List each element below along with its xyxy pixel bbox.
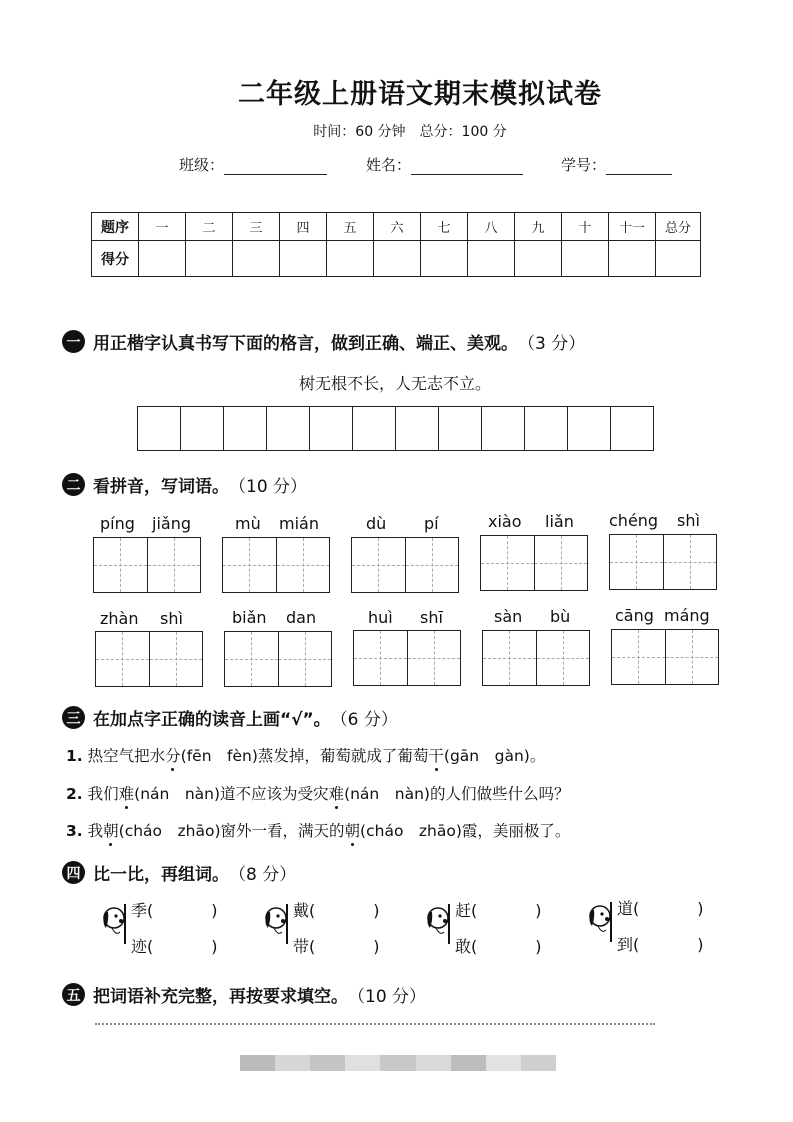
row-label-question: 题序 [92,213,139,241]
student-id-field [561,154,672,175]
col-header: 十 [562,213,609,241]
score-cell[interactable] [374,241,421,277]
score-cell[interactable] [139,241,186,277]
tian-grid[interactable] [222,537,330,593]
pinyin-options[interactable]: (cháo zhāo)窗外一看，满天的 [118,822,345,840]
col-header: 一 [139,213,186,241]
writing-box[interactable] [224,407,267,450]
pinyin-options[interactable]: (fēn fèn)蒸发掉，葡萄就成了葡萄 [180,747,429,765]
writing-box[interactable] [181,407,224,450]
question-text: 我们 [87,785,119,803]
char-prompt: 戴( [293,901,316,920]
section-points: （6 分） [330,710,398,730]
score-cell[interactable] [280,241,327,277]
tian-grid[interactable] [480,535,588,591]
tian-grid[interactable] [353,630,461,686]
class-blank[interactable] [224,158,327,175]
writing-box[interactable] [396,407,439,450]
name-field [366,154,523,175]
col-header: 八 [468,213,515,241]
maxim-text: 树无根不长，人无志不立。 [298,374,491,393]
writing-box[interactable] [310,407,353,450]
pinyin-options[interactable]: (gān gàn)。 [443,747,546,765]
class-label: 班级： [179,156,225,174]
dotted-char: 难 [118,785,135,803]
col-header: 七 [421,213,468,241]
section-5-heading [62,982,426,1007]
char-prompt: 敢( [455,937,478,956]
score-cell[interactable] [562,241,609,277]
score-cell[interactable] [609,241,656,277]
tian-grid[interactable] [611,629,719,685]
watermark-bar [240,1055,556,1071]
section-number-badge: 二 [62,473,85,496]
page-title: 二年级上册语文期末模拟试卷 [238,79,602,110]
score-cell[interactable] [186,241,233,277]
col-header: 三 [233,213,280,241]
writing-box[interactable] [439,407,482,450]
section-title: 在加点字正确的读音上画“√”。 [93,710,331,730]
col-header-total: 总分 [656,213,701,241]
section-points: （10 分） [229,477,308,497]
col-header: 六 [374,213,421,241]
score-cell-total[interactable] [656,241,701,277]
question-number: 2. [66,785,83,803]
question-3-3 [66,819,570,841]
writing-box[interactable] [138,407,181,450]
writing-boxes [137,406,654,451]
student-id-blank[interactable] [606,158,672,175]
tian-grid[interactable] [609,534,717,590]
section-title: 比一比，再组词。 [93,865,229,885]
section-1-heading [62,329,585,354]
tian-grid[interactable] [482,630,590,686]
tian-grid[interactable] [224,631,332,687]
section-title: 把词语补充完整，再按要求填空。 [93,987,348,1007]
compare-pair: 季( ) 迹( ) [131,901,218,956]
section-number-badge: 四 [62,861,85,884]
score-table-score-row [92,241,701,277]
dotted-char: 干 [428,747,444,765]
score-cell[interactable] [327,241,374,277]
score-table [91,212,701,277]
col-header: 四 [280,213,327,241]
exam-meta: 时间：60 分钟 总分：100 分 [313,124,507,140]
section-number-badge: 五 [62,983,85,1006]
row-label-score: 得分 [92,241,139,277]
char-prompt: 道( [617,899,640,918]
section-number-badge: 一 [62,330,85,353]
pinyin-options[interactable]: (nán nàn)道不应该为受灾 [134,785,329,803]
writing-box[interactable] [482,407,525,450]
section-points: （8 分） [229,865,297,885]
section-3-heading [62,705,398,730]
char-prompt: 带( [293,937,316,956]
section-2-heading [62,472,307,497]
tian-grid[interactable] [93,537,201,593]
char-prompt: 迹( [131,937,154,956]
char-prompt: 季( [131,901,154,920]
puppy-icon [424,904,454,944]
writing-box[interactable] [525,407,568,450]
class-field [179,154,327,175]
tian-grid[interactable] [351,537,459,593]
score-cell[interactable] [515,241,562,277]
section-title: 看拼音，写词语。 [93,477,229,497]
writing-box[interactable] [267,407,310,450]
section-number-badge: 三 [62,706,85,729]
col-header: 五 [327,213,374,241]
name-blank[interactable] [411,158,523,175]
question-number: 3. [66,822,83,840]
score-cell[interactable] [233,241,280,277]
question-3-2 [66,782,569,804]
char-prompt: 到( [617,935,640,954]
score-cell[interactable] [421,241,468,277]
question-text: 我 [87,822,104,840]
writing-box[interactable] [611,407,653,450]
cut-off-line [95,1020,655,1028]
student-id-label: 学号： [561,156,607,174]
score-cell[interactable] [468,241,515,277]
dotted-char: 难 [328,785,345,803]
compare-pair: 戴( ) 带( ) [293,901,380,956]
col-header: 二 [186,213,233,241]
writing-box[interactable] [353,407,396,450]
dotted-char: 朝 [344,822,361,840]
writing-box[interactable] [568,407,611,450]
question-3-1 [66,744,545,766]
section-4-heading [62,860,296,885]
name-label: 姓名： [366,156,412,174]
puppy-icon [586,902,616,942]
section-points: （3 分） [518,334,586,354]
compare-pair: 赶( ) 敢( ) [455,901,542,956]
char-prompt: 赶( [455,901,478,920]
section-points: （10 分） [348,987,427,1007]
puppy-icon [262,904,292,944]
question-text: 热空气把水 [87,747,166,765]
dotted-char: 分 [165,747,181,765]
compare-pair: 道( ) 到( ) [617,899,704,954]
section-title: 用正楷字认真书写下面的格言，做到正确、端正、美观。 [93,334,518,354]
tian-grid[interactable] [95,631,203,687]
score-table-header-row [92,213,701,241]
pinyin-options[interactable]: (cháo zhāo)霞，美丽极了。 [360,822,571,840]
col-header: 九 [515,213,562,241]
col-header: 十一 [609,213,656,241]
puppy-icon [100,904,130,944]
question-number: 1. [66,747,83,765]
dotted-char: 朝 [103,822,119,840]
pinyin-options[interactable]: (nán nàn)的人们做些什么吗？ [344,785,570,803]
